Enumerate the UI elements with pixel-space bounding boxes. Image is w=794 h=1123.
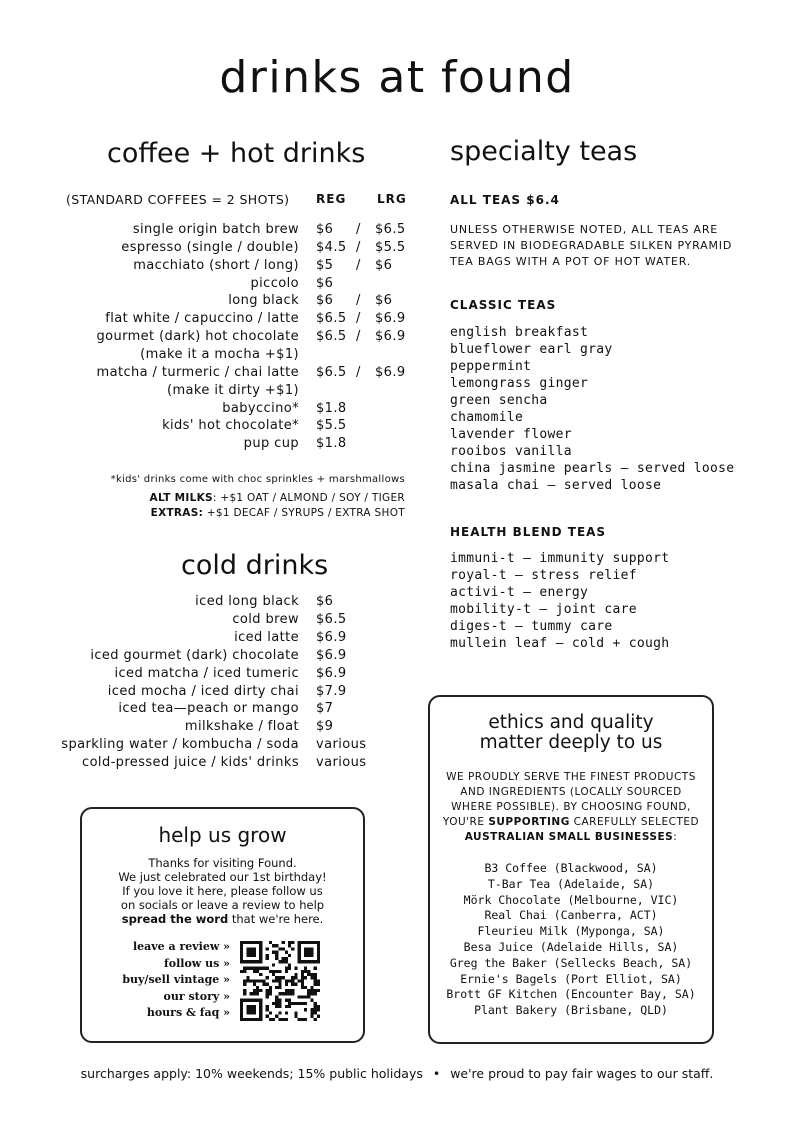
grow-link[interactable]: buy/sell vintage » <box>122 973 230 986</box>
coffee-item-reg-price: $1.8 <box>316 400 347 416</box>
ethics-text-5-end: : <box>673 831 678 843</box>
coffee-item-name: piccolo <box>250 275 299 291</box>
coffee-item-name: gourmet (dark) hot chocolate <box>96 329 299 345</box>
coffee-item-separator: / <box>356 364 361 380</box>
coffee-item-name: matcha / turmeric / chai latte <box>96 364 299 380</box>
classic-tea-item: china jasmine pearls — served loose <box>450 461 735 476</box>
grow-link[interactable]: follow us » <box>164 956 230 970</box>
coffee-item-reg-price: $6.5 <box>316 364 347 380</box>
coffee-item-lrg-price: $5.5 <box>375 239 406 255</box>
spread-the-word: spread the word <box>121 912 229 926</box>
cold-item-name: milkshake / float <box>184 719 299 735</box>
coffee-item-name: babyccino* <box>222 400 299 416</box>
coffee-item-lrg-price: $6.9 <box>375 311 406 327</box>
classic-tea-item: chamomile <box>450 410 524 425</box>
ethics-text-line-3: WHERE POSSIBLE). BY CHOOSING FOUND, <box>451 801 691 813</box>
coffee-item-separator: / <box>356 257 361 273</box>
coffee-item-name: long black <box>228 293 299 309</box>
cold-item-price: various <box>316 755 367 771</box>
ethics-text-4c: CAREFULLY SELECTED <box>569 816 700 828</box>
coffee-item-separator: / <box>356 222 361 237</box>
ethics-text-line-5 <box>430 830 712 845</box>
grow-link[interactable]: leave a review » <box>132 940 230 953</box>
cold-item-name: iced matcha / iced tumeric <box>114 665 299 681</box>
cold-item-price: $6.5 <box>316 611 347 627</box>
coffee-item-name: flat white / capuccino / latte <box>105 311 299 327</box>
coffee-item-reg-price: $5.5 <box>316 418 347 434</box>
classic-tea-item: lemongrass ginger <box>450 376 589 391</box>
supplier-item: Greg the Baker (Sellecks Beach, SA) <box>449 955 693 970</box>
coffee-item-lrg-price: $6 <box>375 257 393 273</box>
col-lrg-header: LRG <box>377 192 407 206</box>
supplier-item: Plant Bakery (Brisbane, QLD) <box>474 1003 668 1018</box>
classic-tea-item: green sencha <box>450 393 548 408</box>
coffee-item-reg-price: $6.5 <box>316 329 347 345</box>
ethics-text-line-2: AND INGREDIENTS (LOCALLY SOURCED <box>460 786 682 798</box>
coffee-item-reg-price: $4.5 <box>316 239 347 255</box>
health-tea-item: activi-t — energy <box>450 585 589 600</box>
coffee-item-name: (make it dirty +$1) <box>167 382 299 398</box>
cold-item-price: $6.9 <box>316 665 347 681</box>
cold-item-name: iced mocha / iced dirty chai <box>107 683 299 699</box>
coffee-item-separator: / <box>356 311 361 327</box>
alt-milks-options: : +$1 OAT / ALMOND / SOY / TIGER <box>212 492 405 504</box>
grow-text-line-3: If you love it here, please follow us <box>122 884 323 898</box>
coffee-item-name: espresso (single / double) <box>121 239 299 255</box>
coffee-item-name: single origin batch brew <box>132 222 299 237</box>
coffee-item-separator: / <box>356 239 361 255</box>
ethics-heading-line-1: ethics and quality <box>488 712 654 733</box>
supplier-item: Fleurieu Milk (Myponga, SA) <box>477 924 665 939</box>
footer <box>0 1066 794 1081</box>
classic-tea-item: masala chai — served loose <box>450 478 662 493</box>
health-tea-item: diges-t — tummy care <box>450 619 613 634</box>
kids-drinks-note: *kids' drinks come with choc sprinkles + marshmallows <box>110 474 405 485</box>
supplier-item: Besa Juice (Adelaide Hills, SA) <box>463 940 679 954</box>
coffee-item-reg-price: $1.8 <box>316 436 347 452</box>
coffee-item-separator: / <box>356 293 361 309</box>
cold-item-price: $7.9 <box>316 683 347 699</box>
ethics-text-line-4 <box>430 815 712 830</box>
alt-milks-line <box>150 492 405 504</box>
coffee-item-lrg-price: $6.9 <box>375 329 406 345</box>
all-teas-price: ALL TEAS $6.4 <box>450 193 560 207</box>
coffee-item-name: pup cup <box>243 436 299 452</box>
extras-label: EXTRAS: <box>150 507 204 519</box>
coffee-item-name: macchiato (short / long) <box>133 257 299 273</box>
cold-item-name: cold brew <box>232 611 299 627</box>
health-tea-item: royal-t — stress relief <box>450 568 637 583</box>
coffee-item-lrg-price: $6.5 <box>375 222 406 237</box>
coffee-heading: coffee + hot drinks <box>107 138 366 169</box>
cold-item-price: $6 <box>316 594 334 609</box>
grow-text-end: that we're here. <box>228 912 324 926</box>
ethics-heading <box>430 713 712 753</box>
cold-item-name: iced gourmet (dark) chocolate <box>90 647 299 663</box>
help-us-grow-heading: help us grow <box>158 823 287 847</box>
coffee-item-lrg-price: $6.9 <box>375 364 406 380</box>
cold-item-price: $6.9 <box>316 629 347 645</box>
extras-line <box>151 507 405 519</box>
help-us-grow-text <box>92 856 353 926</box>
ethics-box <box>428 695 714 1044</box>
cold-item-price: $6.9 <box>316 647 347 663</box>
supplier-item: Brott GF Kitchen (Encounter Bay, SA) <box>446 987 696 1002</box>
grow-link[interactable]: hours & faq » <box>146 1006 230 1019</box>
cold-item-name: iced latte <box>234 629 299 645</box>
supplier-item: T-Bar Tea (Adelaide, SA) <box>487 876 655 891</box>
classic-tea-item: lavender flower <box>450 427 572 442</box>
qr-code-icon[interactable] <box>240 941 320 1021</box>
help-us-grow-box <box>80 807 365 1043</box>
cold-item-price: $9 <box>316 719 334 735</box>
col-reg-header: REG <box>316 192 347 206</box>
grow-text-line-1: Thanks for visiting Found. <box>148 856 297 870</box>
coffee-item-reg-price: $6 <box>316 275 334 291</box>
cold-item-price: $7 <box>316 701 334 717</box>
coffee-item-lrg-price: $6 <box>375 293 393 309</box>
page-title: drinks at found <box>219 52 575 103</box>
health-tea-item: immuni-t — immunity support <box>450 551 670 566</box>
grow-text-line-5 <box>92 912 353 926</box>
coffee-item-reg-price: $5 <box>316 257 334 273</box>
footer-bullet: • <box>432 1066 441 1081</box>
health-tea-item: mullein leaf — cold + cough <box>450 636 670 651</box>
ethics-supporting: SUPPORTING <box>488 816 570 828</box>
supplier-item: Real Chai (Canberra, ACT) <box>484 908 658 923</box>
coffee-item-name: (make it a mocha +$1) <box>140 346 299 362</box>
ethics-text <box>430 770 712 845</box>
coffee-item-reg-price: $6 <box>316 293 334 309</box>
health-teas-heading: HEALTH BLEND TEAS <box>450 525 607 539</box>
classic-tea-item: blueflower earl gray <box>450 342 613 357</box>
standard-coffee-note: (STANDARD COFFEES = 2 SHOTS) <box>66 192 290 207</box>
classic-tea-item: english breakfast <box>450 325 589 340</box>
supplier-item: Mörk Chocolate (Melbourne, VIC) <box>463 892 679 907</box>
cold-item-name: iced long black <box>195 594 299 609</box>
supplier-item: Ernie's Bagels (Port Elliot, SA) <box>460 971 682 986</box>
coffee-item-reg-price: $6 <box>316 222 334 237</box>
extras-options: +$1 DECAF / SYRUPS / EXTRA SHOT <box>203 507 405 519</box>
grow-link[interactable]: our story » <box>163 989 230 1003</box>
ethics-text-4a: YOU'RE <box>442 816 489 828</box>
cold-item-name: iced tea—peach or mango <box>118 701 299 717</box>
coffee-item-name: kids' hot chocolate* <box>162 418 299 434</box>
coffee-item-reg-price: $6.5 <box>316 311 347 327</box>
classic-teas-heading: CLASSIC TEAS <box>450 298 557 312</box>
ethics-text-line-1: WE PROUDLY SERVE THE FINEST PRODUCTS <box>446 771 696 783</box>
teas-intro: UNLESS OTHERWISE NOTED, ALL TEAS ARE SERVED IN BIODEGRADABLE SILKEN PYRAMID TEA BAGS WITH A POT OF HOT WATER. <box>450 223 733 268</box>
fair-wages-note: we're proud to pay fair wages to our staff. <box>450 1066 714 1081</box>
grow-text-line-2: We just celebrated our 1st birthday! <box>118 870 327 884</box>
classic-tea-item: peppermint <box>450 359 532 374</box>
grow-text-line-4: on socials or leave a review to help <box>120 898 325 912</box>
teas-heading: specialty teas <box>450 136 638 167</box>
supplier-item: B3 Coffee (Blackwood, SA) <box>484 861 658 875</box>
ethics-small-businesses: AUSTRALIAN SMALL BUSINESSES <box>464 831 674 843</box>
coffee-item-separator: / <box>356 329 361 345</box>
classic-tea-item: rooibos vanilla <box>450 444 572 459</box>
alt-milks-label: ALT MILKS <box>149 492 213 504</box>
surcharges-note: surcharges apply: 10% weekends; 15% public holidays <box>80 1066 423 1081</box>
ethics-heading-line-2: matter deeply to us <box>479 732 663 753</box>
cold-drinks-heading: cold drinks <box>181 550 329 581</box>
cold-item-name: cold-pressed juice / kids' drinks <box>82 755 299 771</box>
cold-item-price: various <box>316 737 367 753</box>
health-tea-item: mobility-t — joint care <box>450 602 637 617</box>
cold-item-name: sparkling water / kombucha / soda <box>61 737 299 753</box>
